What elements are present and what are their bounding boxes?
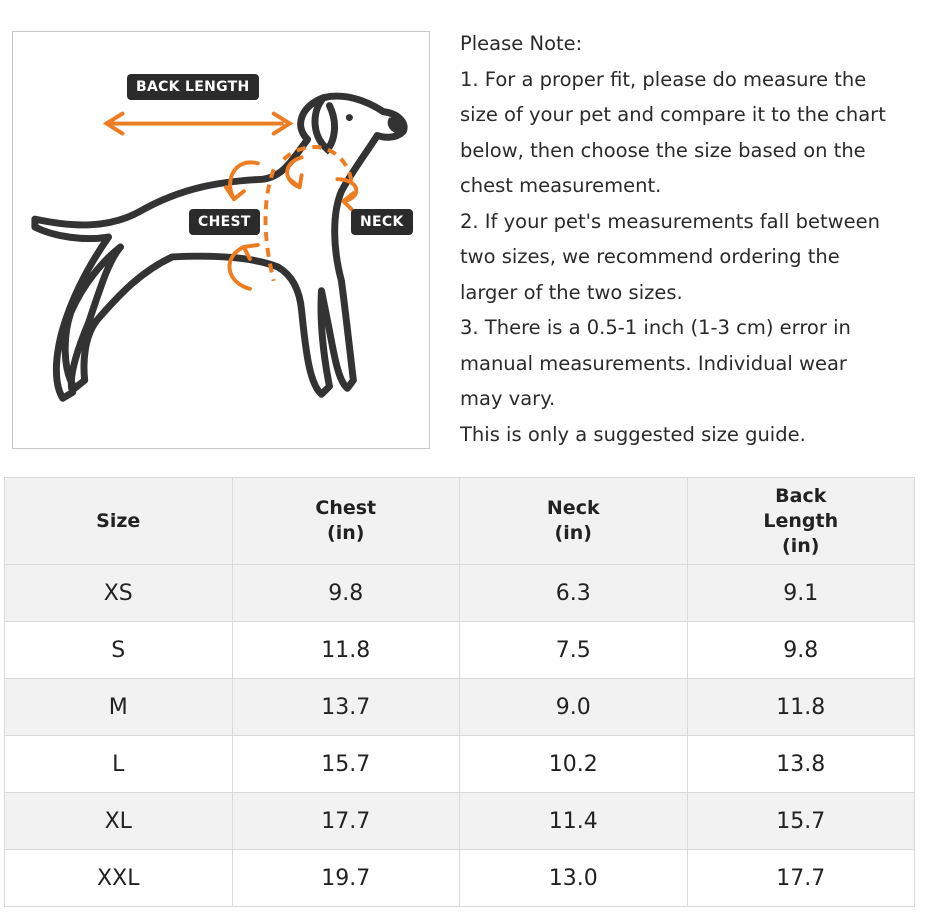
cell-size: M bbox=[5, 679, 233, 736]
table-row bbox=[5, 850, 915, 907]
cell-back-length: 9.8 bbox=[687, 622, 915, 679]
notes-heading: Please Note: bbox=[460, 32, 583, 55]
cell-neck: 11.4 bbox=[460, 793, 688, 850]
cell-size: XS bbox=[5, 565, 233, 622]
notes-line: 3. There is a 0.5-1 inch (1-3 cm) error in bbox=[460, 316, 851, 339]
table-row bbox=[5, 622, 915, 679]
cell-back-length: 11.8 bbox=[687, 679, 915, 736]
notes-line: larger of the two sizes. bbox=[460, 280, 683, 304]
size-notes bbox=[460, 26, 920, 452]
cell-chest: 15.7 bbox=[232, 736, 460, 793]
header-back-length: Back Length (in) bbox=[687, 478, 915, 565]
cell-back-length: 15.7 bbox=[687, 793, 915, 850]
cell-size: S bbox=[5, 622, 233, 679]
back-length-label: BACK LENGTH bbox=[127, 74, 259, 100]
cell-size: XXL bbox=[5, 850, 233, 907]
notes-line: 1. For a proper fit, please do measure the bbox=[460, 67, 867, 91]
neck-label: NECK bbox=[351, 209, 413, 235]
chest-label: CHEST bbox=[189, 209, 260, 235]
cell-chest: 11.8 bbox=[232, 622, 460, 679]
dog-ear bbox=[315, 98, 335, 150]
cell-neck: 6.3 bbox=[460, 565, 688, 622]
table-row bbox=[5, 793, 915, 850]
cell-chest: 17.7 bbox=[232, 793, 460, 850]
measurement-diagram bbox=[12, 31, 430, 449]
chest-arrow-bottom bbox=[230, 245, 258, 289]
cell-neck: 13.0 bbox=[460, 850, 688, 907]
notes-line: below, then choose the size based on the bbox=[460, 138, 866, 162]
cell-back-length: 17.7 bbox=[687, 850, 915, 907]
table-row bbox=[5, 736, 915, 793]
dog-outline bbox=[35, 96, 404, 398]
dog-eye bbox=[346, 114, 353, 121]
header-size: Size bbox=[5, 478, 233, 565]
cell-back-length: 13.8 bbox=[687, 736, 915, 793]
notes-line: manual measurements. Individual wear bbox=[460, 351, 847, 375]
table-row bbox=[5, 679, 915, 736]
cell-size: L bbox=[5, 736, 233, 793]
cell-neck: 7.5 bbox=[460, 622, 688, 679]
cell-chest: 9.8 bbox=[232, 565, 460, 622]
cell-size: XL bbox=[5, 793, 233, 850]
notes-line: may vary. bbox=[460, 387, 556, 410]
cell-chest: 13.7 bbox=[232, 679, 460, 736]
notes-line: two sizes, we recommend ordering the bbox=[460, 245, 840, 268]
notes-line: 2. If your pet's measurements fall between bbox=[460, 209, 880, 233]
cell-back-length: 9.1 bbox=[687, 565, 915, 622]
cell-chest: 19.7 bbox=[232, 850, 460, 907]
header-chest: Chest (in) bbox=[232, 478, 460, 565]
table-header-row bbox=[5, 478, 915, 565]
cell-neck: 9.0 bbox=[460, 679, 688, 736]
cell-neck: 10.2 bbox=[460, 736, 688, 793]
notes-line: size of your pet and compare it to the chart bbox=[460, 103, 886, 126]
table-row bbox=[5, 565, 915, 622]
header-neck: Neck (in) bbox=[460, 478, 688, 565]
notes-line: chest measurement. bbox=[460, 174, 662, 197]
notes-line: This is only a suggested size guide. bbox=[460, 422, 806, 446]
size-chart-table bbox=[4, 477, 915, 907]
